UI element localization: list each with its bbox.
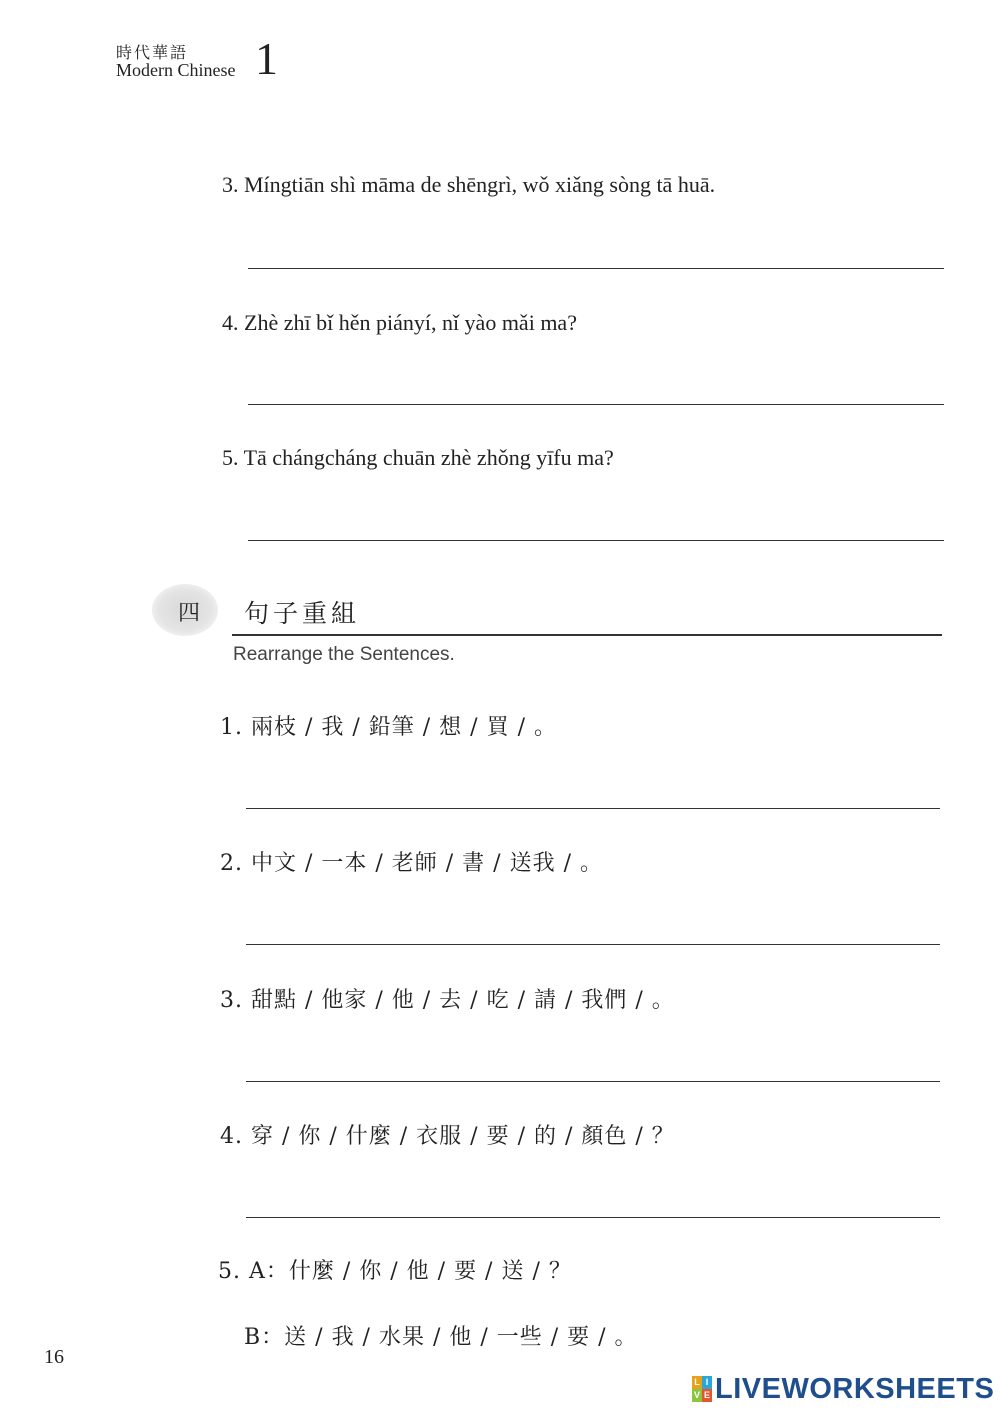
answer-line-rearrange-2[interactable] [246, 944, 940, 945]
rearrange-item-1: 1. 兩枝 / 我 / 鉛筆 / 想 / 買 / 。 [220, 715, 557, 740]
liveworksheets-wordmark: LIVEWORKSHEETS [715, 1372, 995, 1405]
rearrange-item-5a: 5. A：什麼 / 你 / 他 / 要 / 送 / ？ [218, 1259, 572, 1284]
section-divider [232, 634, 942, 636]
rearrange-item-4: 4. 穿 / 你 / 什麼 / 衣服 / 要 / 的 / 顏色 / ？ [220, 1124, 675, 1149]
series-title-chinese: 時代華語 [116, 43, 189, 62]
rearrange-item-5b: B：送 / 我 / 水果 / 他 / 一些 / 要 / 。 [244, 1325, 638, 1350]
liveworksheets-watermark [692, 1374, 994, 1404]
page-number: 16 [44, 1346, 64, 1368]
liveworksheets-logo-icon: L I V E [693, 1377, 710, 1400]
series-title-english: Modern Chinese [116, 60, 236, 80]
pinyin-item-5: 5. Tā chángcháng chuān zhè zhǒng yīfu ma? [222, 445, 614, 470]
answer-line-pinyin-5[interactable] [248, 540, 944, 541]
pinyin-item-3: 3. Míngtiān shì māma de shēngrì, wǒ xiǎng sòng tā huā. [222, 172, 716, 197]
volume-number: 1 [255, 33, 278, 84]
section-number: 四 [178, 601, 201, 626]
answer-line-rearrange-3[interactable] [246, 1081, 940, 1082]
section-title: 句子重組 [244, 599, 361, 628]
answer-line-pinyin-4[interactable] [248, 404, 944, 405]
rearrange-item-2: 2. 中文 / 一本 / 老師 / 書 / 送我 / 。 [220, 851, 603, 876]
section-subtitle: Rearrange the Sentences. [233, 644, 455, 665]
pinyin-item-4: 4. Zhè zhī bǐ hěn piányí, nǐ yào mǎi ma? [222, 310, 577, 335]
answer-line-rearrange-1[interactable] [246, 808, 940, 809]
rearrange-item-3: 3. 甜點 / 他家 / 他 / 去 / 吃 / 請 / 我們 / 。 [220, 988, 675, 1013]
answer-line-pinyin-3[interactable] [248, 268, 944, 269]
answer-line-rearrange-4[interactable] [246, 1217, 940, 1218]
